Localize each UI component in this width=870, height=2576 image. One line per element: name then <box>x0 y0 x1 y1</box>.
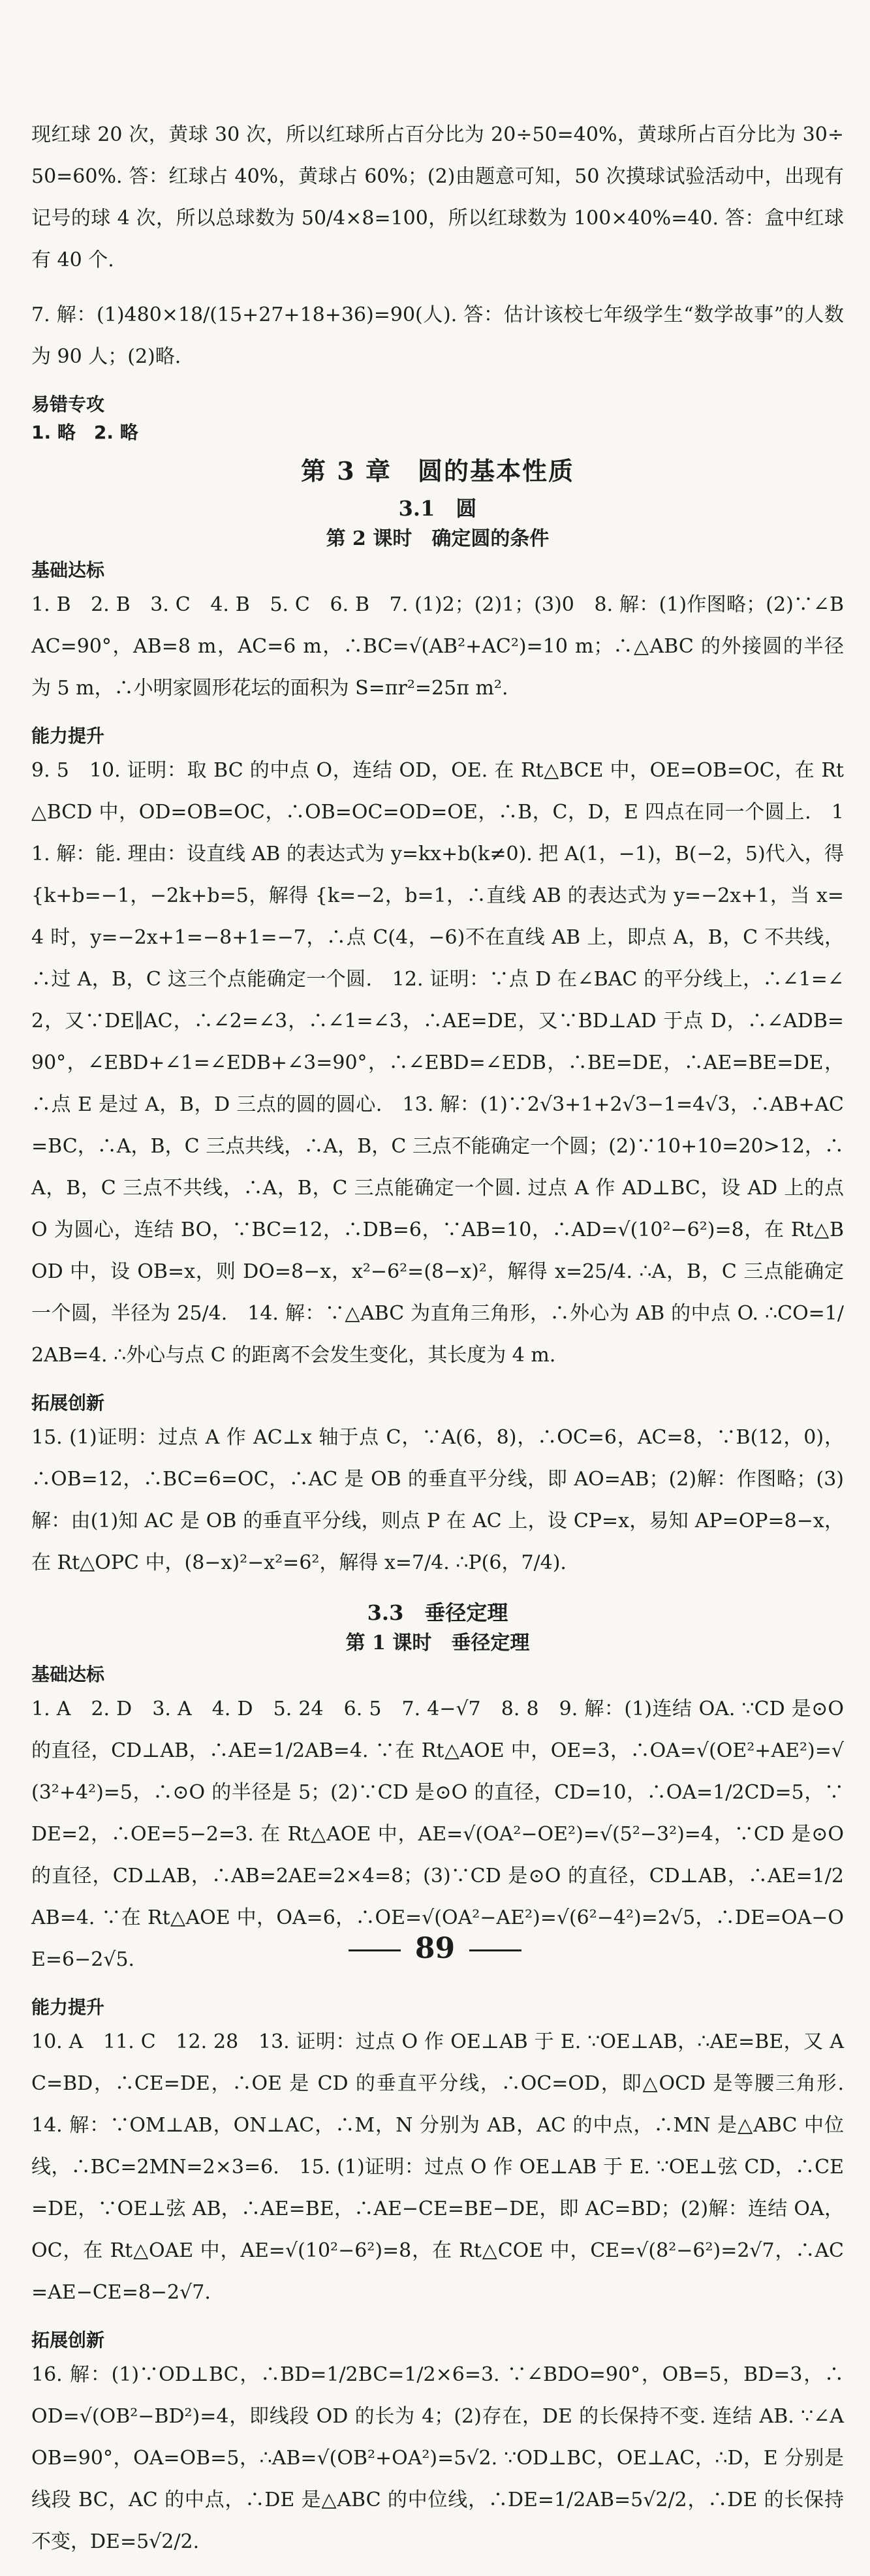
section-label: 基础达标 <box>31 559 105 581</box>
answer-paragraph: 7. 解：(1)480×18/(15+27+18+36)=90(人). 答：估计该校七年级学生“数学故事”的人数为 90 人；(2)略. <box>31 303 844 368</box>
answer-paragraph: 现红球 20 次，黄球 30 次，所以红球所占百分比为 20÷50=40%，黄球所占百分比为 30÷50=60%. 答：红球占 40%，黄球占 60%；(2)由题意可知，50 次摸球试验活动中，出现有记号的球 4 次，所以总球数为 50/4×8=100，所以红球数为 100×40%=40. 答：盒中红球有 40 个. <box>31 123 844 272</box>
section-label: 拓展创新 <box>31 2329 105 2351</box>
lesson-title: 第 1 课时 垂径定理 <box>345 1632 530 1654</box>
answer-paragraph: 15. (1)证明：过点 A 作 AC⊥x 轴于点 C，∵A(6，8)，∴OC=6，AC=8，∵B(12，0)，∴OB=12，∴BC=6=OC，∴AC 是 OB 的垂直平分线，即 AO=AB；(2)解：作图略；(3)解：由(1)知 AC 是 OB 的垂直平分线，则点 P 在 AC 上，设 CP=x，易知 AP=OP=8−x，在 Rt△OPC 中，(8−x)²−x²=6²，解得 x=7/4. ∴P(6，7/4). <box>31 1426 844 1574</box>
page-number-right-rule <box>469 1949 521 1951</box>
answer-paragraph: 10. A 11. C 12. 28 13. 证明：过点 O 作 OE⊥AB 于 E. ∵OE⊥AB，∴AE=BE，又 AC=BD，∴CE=DE，∴OE 是 CD 的垂直平分线，∴OC=OD，即△OCD 是等腰三角形. 14. 解：∵OM⊥AB，ON⊥AC，∴M，N 分别为 AB，AC 的中点，∴MN 是△ABC 中位线，∴BC=2MN=2×3=6. 15. (1)证明：过点 O 作 OE⊥AB 于 E. ∵OE⊥弦 CD，∴CE=DE，∵OE⊥弦 AB，∴AE=BE，∴AE−CE=BE−DE，即 AC=BD；(2)解：连结 OA，OC，在 Rt△OAE 中，AE=√(10²−6²)=8，在 Rt△COE 中，CE=√(8²−6²)=2√7，∴AC=AE−CE=8−2√7. <box>31 2030 863 2304</box>
answer-paragraph: 9. 5 10. 证明：取 BC 的中点 O，连结 OD，OE. 在 Rt△BCE 中，OE=OB=OC，在 Rt△BCD 中，OD=OB=OC，∴OB=OC=OD=OE，∴B，C，D，E 四点在同一个圆上. 11. 解：能. 理由：设直线 AB 的表达式为 y=kx+b(k≠0). 把 A(1，−1)，B(−2，5)代入，得 {k+b=−1，−2k+b=5，解得 {k=−2，b=1，∴直线 AB 的表达式为 y=−2x+1，当 x=4 时，y=−2x+1=−8+1=−7，∴点 C(4，−6)不在直线 AB 上，即点 A，B，C 不共线，∴过 A，B，C 这三个点能确定一个圆. 12. 证明：∵点 D 在∠BAC 的平分线上，∴∠1=∠2，又∵DE∥AC，∴∠2=∠3，∴∠1=∠3，∴AE=DE，又∵BD⊥AD 于点 D，∴∠ADB=90°，∠EBD+∠1=∠EDB+∠3=90°，∴∠EBD=∠EDB，∴BE=DE，∴AE=BE=DE，∴点 E 是过 A，B，D 三点的圆的圆心. 13. 解：(1)∵2√3+1+2√3−1=4√3，∴AB+AC=BC，∴A，B，C 三点共线，∴A，B，C 三点不能确定一个圆；(2)∵10+10=20>12，∴A，B，C 三点不共线，∴A，B，C 三点能确定一个圆. 过点 A 作 AD⊥BC，设 AD 上的点 O 为圆心，连结 BO，∵BC=12，∴DB=6，∵AB=10，∴AD=√(10²−6²)=8，在 Rt△BOD 中，设 OB=x，则 DO=8−x，x²−6²=(8−x)²，解得 x=25/4. ∴A，B，C 三点能确定一个圆，半径为 25/4. 14. 解：∵△ABC 为直角三角形，∴外心为 AB 的中点 O. ∴CO=1/2AB=4. ∴外心与点 C 的距离不会发生变化，其长度为 4 m. <box>31 759 844 1367</box>
page-number-left-rule <box>349 1949 401 1951</box>
lesson-title: 第 2 课时 确定圆的条件 <box>326 527 550 550</box>
section-label: 拓展创新 <box>31 1392 105 1414</box>
answer-paragraph: 1. B 2. B 3. C 4. B 5. C 6. B 7. (1)2；(2)1；(3)0 8. 解：(1)作图略；(2)∵∠BAC=90°，AB=8 m，AC=6 m，∴BC=√(AB²+AC²)=10 m；∴△ABC 的外接圆的半径为 5 m，∴小明家圆形花坛的面积为 S=πr²=25π m². <box>31 593 844 700</box>
answers-line: 1. 略 2. 略 <box>31 422 138 443</box>
section-label: 能力提升 <box>31 1996 105 2018</box>
section-label: 易错专攻 <box>31 394 105 415</box>
section-label: 能力提升 <box>31 725 105 747</box>
section-title: 3.1 圆 <box>398 496 477 521</box>
answer-paragraph: 16. 解：(1)∵OD⊥BC，∴BD=1/2BC=1/2×6=3. ∵∠BDO=90°，OB=5，BD=3，∴OD=√(OB²−BD²)=4，即线段 OD 的长为 4；(2)存在，DE 的长保持不变. 连结 AB. ∵∠AOB=90°，OA=OB=5，∴AB=√(OB²+OA²)=5√2. ∵OD⊥BC，OE⊥AC，∴D，E 分别是线段 BC，AC 的中点，∴DE 是△ABC 的中位线，∴DE=1/2AB=5√2/2，∴DE 的长保持不变，DE=5√2/2. <box>31 2363 844 2553</box>
page-number-text: 89 <box>414 1932 456 1965</box>
answer-paragraph: 1. A 2. D 3. A 4. D 5. 24 6. 5 7. 4−√7 8. 8 9. 解：(1)连结 OA. ∵CD 是⊙O 的直径，CD⊥AB，∴AE=1/2AB=4. ∵在 Rt△AOE 中，OE=3，∴OA=√(OE²+AE²)=√(3²+4²)=5，∴⊙O 的半径是 5；(2)∵CD 是⊙O 的直径，CD=10，∴OA=1/2CD=5，∵DE=2，∴OE=5−2=3. 在 Rt△AOE 中，AE=√(OA²−OE²)=√(5²−3²)=4，∵CD 是⊙O 的直径，CD⊥AB，∴AB=2AE=2×4=8；(3)∵CD 是⊙O 的直径，CD⊥AB，∴AE=1/2AB=4. ∵在 Rt△AOE 中，OA=6，∴OE=√(OA²−AE²)=√(6²−4²)=2√5，∴DE=OA−OE=6−2√5. <box>31 1698 844 1971</box>
section-label: 基础达标 <box>31 1664 105 1685</box>
section-title: 3.3 垂径定理 <box>367 1600 508 1625</box>
chapter-title: 第 3 章 圆的基本性质 <box>301 456 574 486</box>
page-content <box>31 114 863 2576</box>
page-number <box>0 1932 870 1965</box>
